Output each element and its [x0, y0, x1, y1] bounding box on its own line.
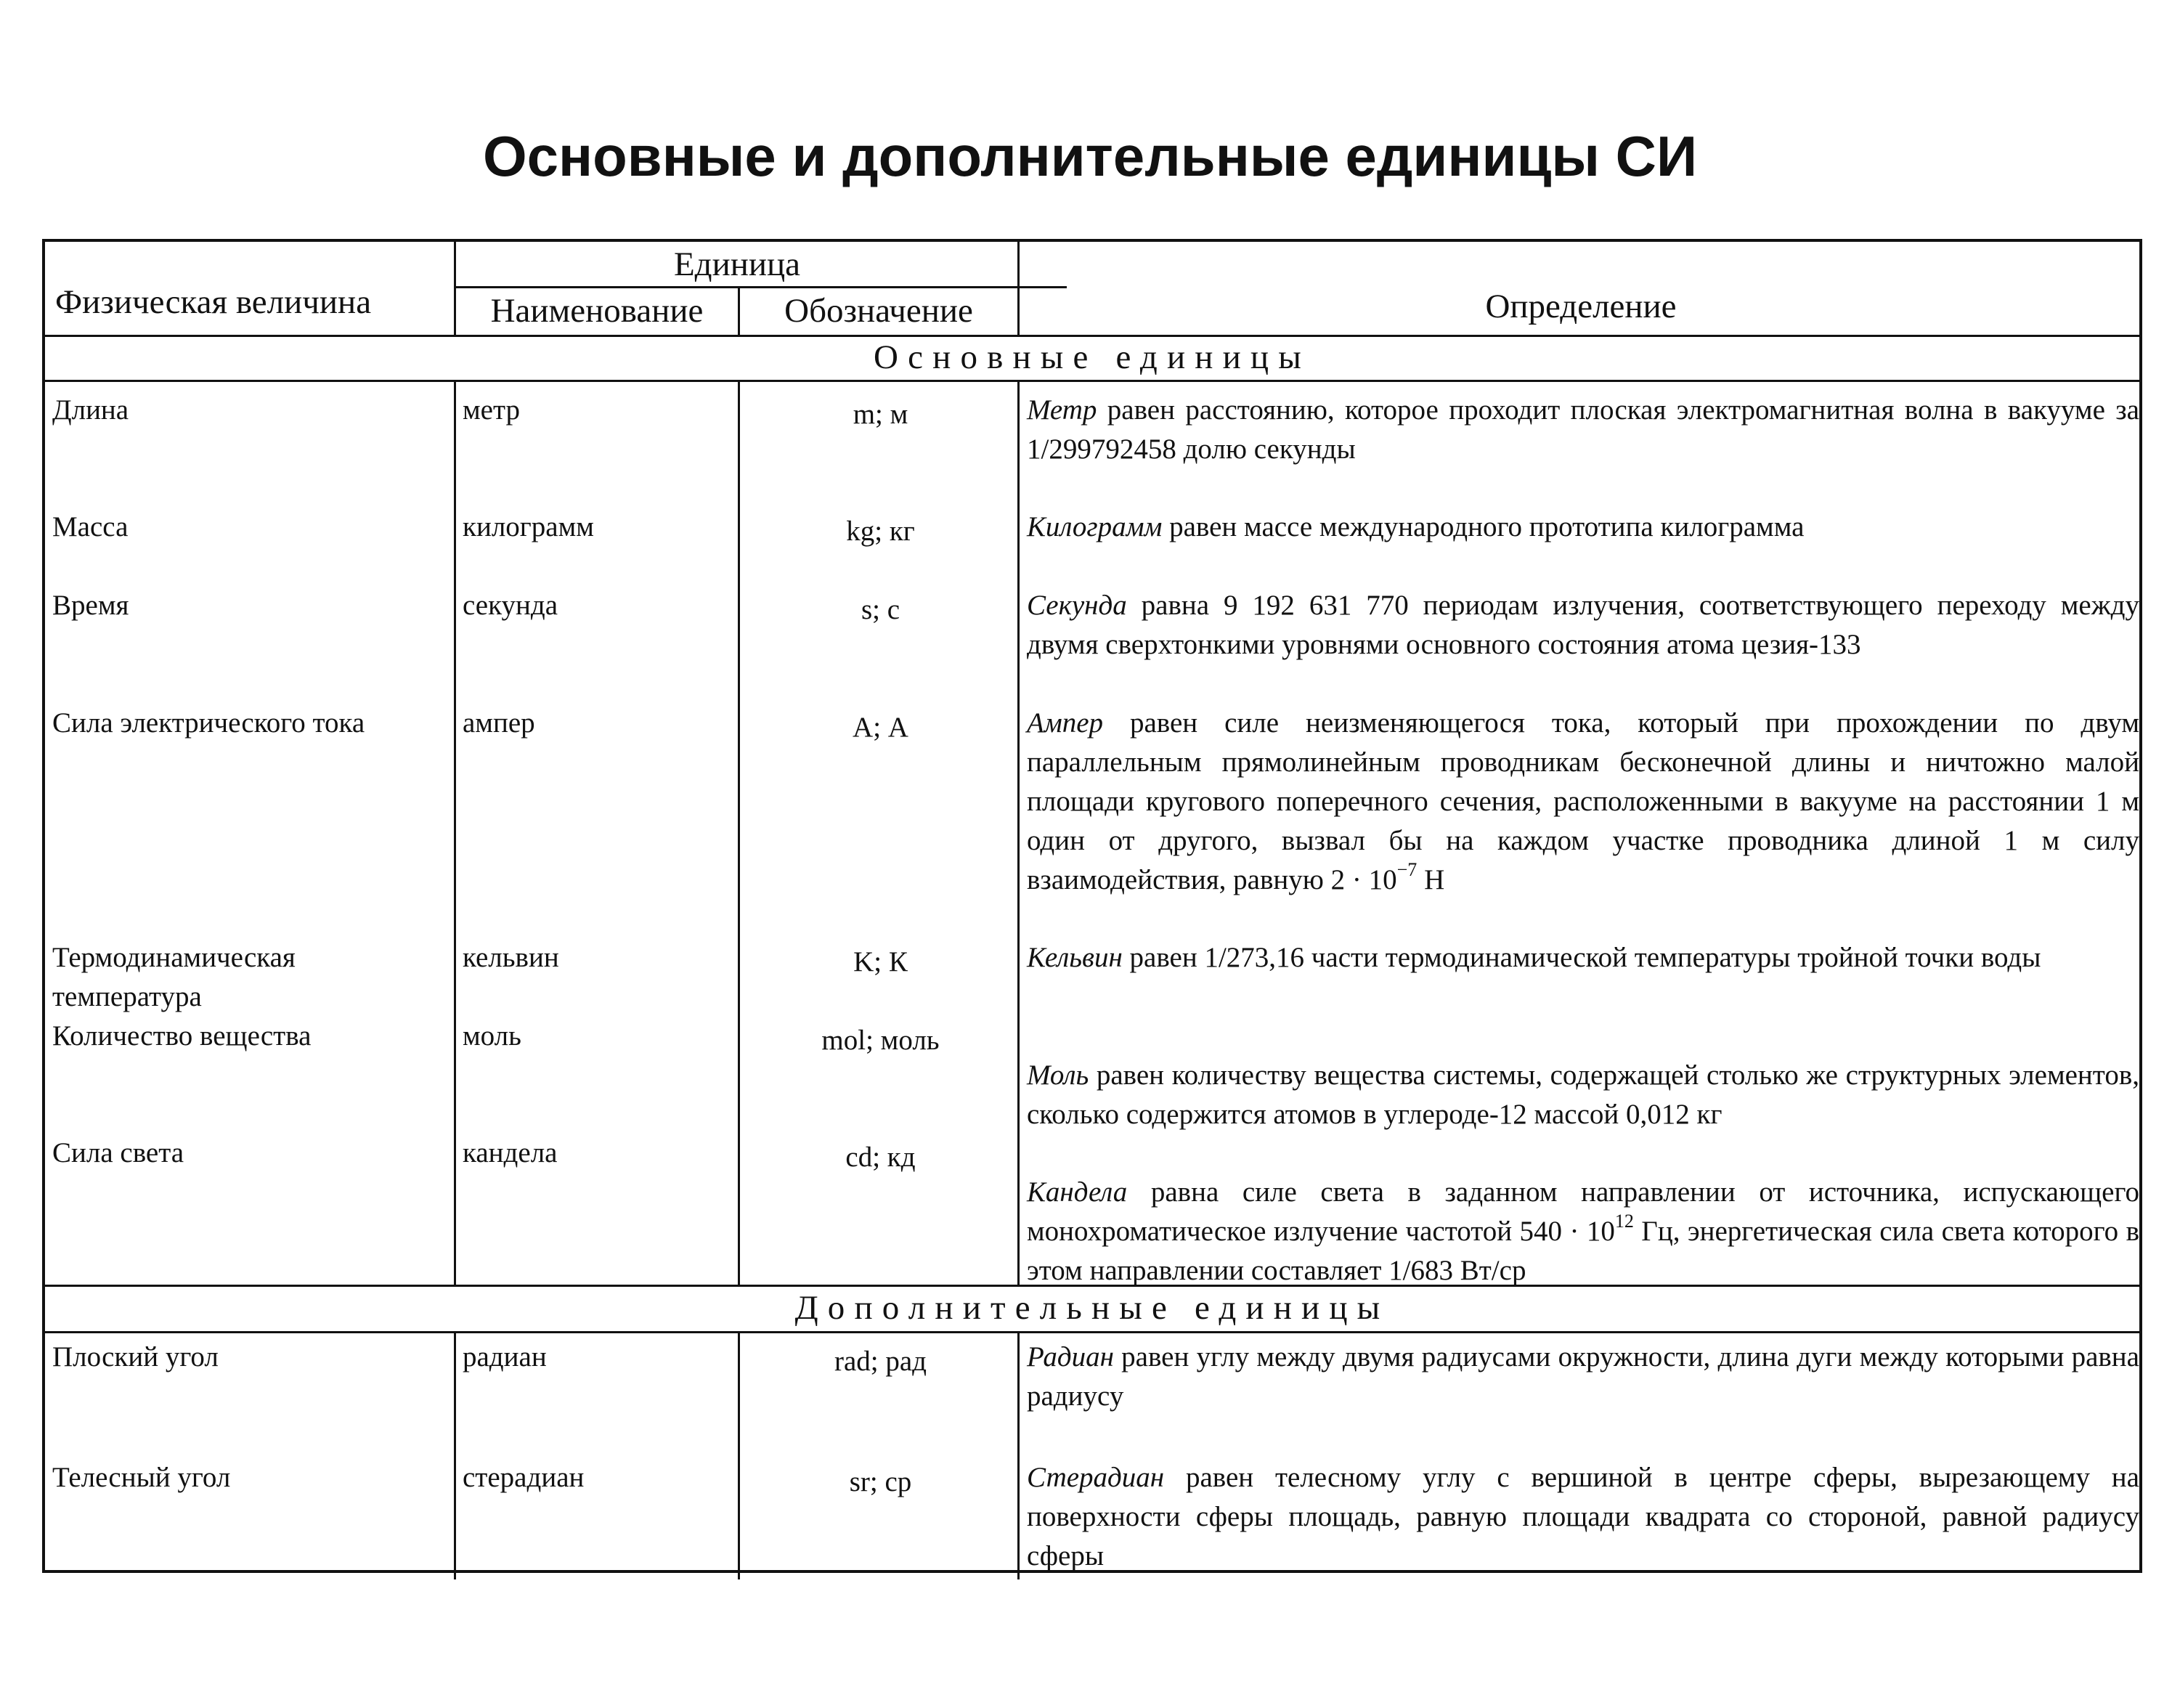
unit-symbol-cell: s; с [861, 594, 900, 625]
definition-text-end: Н [1417, 864, 1445, 895]
unit-name-cell: моль [463, 1020, 521, 1052]
unit-symbol-cell: А; А [853, 712, 908, 743]
unit-name-cell: метр [463, 394, 521, 426]
definition-term: Кандела [1027, 1176, 1128, 1208]
quantity-cell: Сила электрического тока [52, 707, 365, 739]
unit-name-cell: ампер [463, 707, 535, 739]
quantity-cell: Время [52, 590, 129, 621]
definition-text: равен расстоянию, которое проходит плоская электромагнитная волна в вакууме за 1/299792458 долю секунды [1027, 394, 2139, 465]
definition-text-end: Гц, энергетическая сила света которого в этом направлении составляет 1/683 Вт/ср [1027, 1216, 2139, 1286]
definition-cell [1027, 586, 2139, 664]
quantity-cell: Плоский угол [52, 1341, 219, 1372]
quantity-cell: Количество вещества [52, 1020, 312, 1052]
unit-symbol-cell: sr; ср [849, 1466, 912, 1497]
header-definition: Определение [1485, 288, 1677, 325]
definition-cell [1027, 1056, 2139, 1134]
unit-symbol-cell: K; К [853, 946, 908, 977]
definition-text: равен силе неизменяющегося тока, который при прохождении по двум параллельным прямолинейным проводникам бесконечной длины и ничтожно малой площади кругового поперечного сечения, расположенными в вакууме на расстоянии 1 м один от другого, вызвал бы на каждом участке проводника длиной 1 м силу взаимодействия, равную 2 · 10 [1027, 707, 2139, 895]
quantity-cell: Сила света [52, 1137, 184, 1168]
unit-name-cell: секунда [463, 590, 558, 621]
definition-text: равен количеству вещества системы, содержащей столько же структурных элементов, сколько содержится атомов в углероде-12 массой 0,012 кг [1027, 1060, 2139, 1130]
divider [45, 380, 2139, 382]
definition-cell [1027, 1338, 2139, 1416]
unit-symbol-cell: cd; кд [845, 1142, 916, 1173]
definition-text: равна силе света в заданном направлении от источника, испускающего монохроматическое излучение частотой 540 · 10 [1027, 1176, 2139, 1247]
definition-term: Моль [1027, 1060, 1089, 1091]
si-units-table [42, 239, 2142, 1573]
definition-text: равен массе международного прототипа килограмма [1162, 511, 1805, 542]
definition-term: Килограмм [1027, 511, 1163, 542]
unit-symbol-cell: m; м [853, 399, 908, 430]
quantity-cell: Телесный угол [52, 1462, 231, 1493]
definition-cell [1027, 938, 2139, 977]
unit-symbol-cell: mol; моль [821, 1025, 940, 1056]
divider [454, 381, 456, 1285]
unit-name-cell: радиан [463, 1341, 547, 1372]
definition-text: равен телесному углу с вершиной в центре сферы, вырезающему на поверхности сферы площадь, равную площади квадрата со стороной, равной радиусу сферы [1027, 1462, 2139, 1571]
definition-term: Радиан [1027, 1341, 1114, 1372]
definition-term: Метр [1027, 394, 1097, 426]
header-unit-symbol: Обозначение [784, 292, 973, 330]
unit-name-cell: стерадиан [463, 1462, 585, 1493]
divider [738, 381, 740, 1285]
unit-name-cell: кельвин [463, 942, 559, 973]
section-title-supplementary: Дополнительные единицы [794, 1289, 1390, 1327]
definition-term: Кельвин [1027, 942, 1123, 973]
definition-cell [1027, 391, 2139, 469]
quantity-cell: Масса [52, 511, 129, 542]
header-unit: Единица [673, 245, 801, 283]
unit-symbol-cell: rad; рад [834, 1346, 927, 1377]
definition-text: равен 1/273,16 части термодинамической температуры тройной точки воды [1122, 942, 2041, 973]
section-title-base: Основные единицы [874, 338, 1311, 376]
definition-text: равна 9 192 631 770 периодам излучения, соответствующего переходу между двумя сверхтонкими уровнями основного состояния атома цезия-133 [1027, 590, 2139, 660]
divider [45, 1331, 2139, 1333]
definition-cell [1027, 508, 2139, 547]
definition-exponent: −7 [1396, 859, 1418, 880]
divider [45, 335, 2139, 337]
divider [454, 1333, 456, 1579]
definition-term: Секунда [1027, 590, 1127, 621]
quantity-cell: Термодинамическая температура [52, 942, 296, 1012]
definition-text: равен углу между двумя радиусами окружности, длина дуги между которыми равна радиусу [1027, 1341, 2139, 1412]
unit-symbol-cell: kg; кг [846, 516, 915, 547]
definition-cell [1027, 1173, 2139, 1290]
definition-cell [1027, 1458, 2139, 1576]
quantity-cell: Длина [52, 394, 129, 426]
divider [738, 1333, 740, 1579]
definition-exponent: 12 [1614, 1211, 1634, 1232]
definition-term: Стерадиан [1027, 1462, 1165, 1493]
unit-name-cell: кандела [463, 1137, 558, 1168]
header-unit-name: Наименование [490, 292, 704, 330]
page-title: Основные и дополнительные единицы СИ [482, 124, 1698, 188]
unit-name-cell: килограмм [463, 511, 594, 542]
definition-cell [1027, 704, 2139, 900]
divider [454, 286, 1067, 288]
header-quantity: Физическая величина [55, 283, 372, 321]
definition-term: Ампер [1027, 707, 1104, 739]
